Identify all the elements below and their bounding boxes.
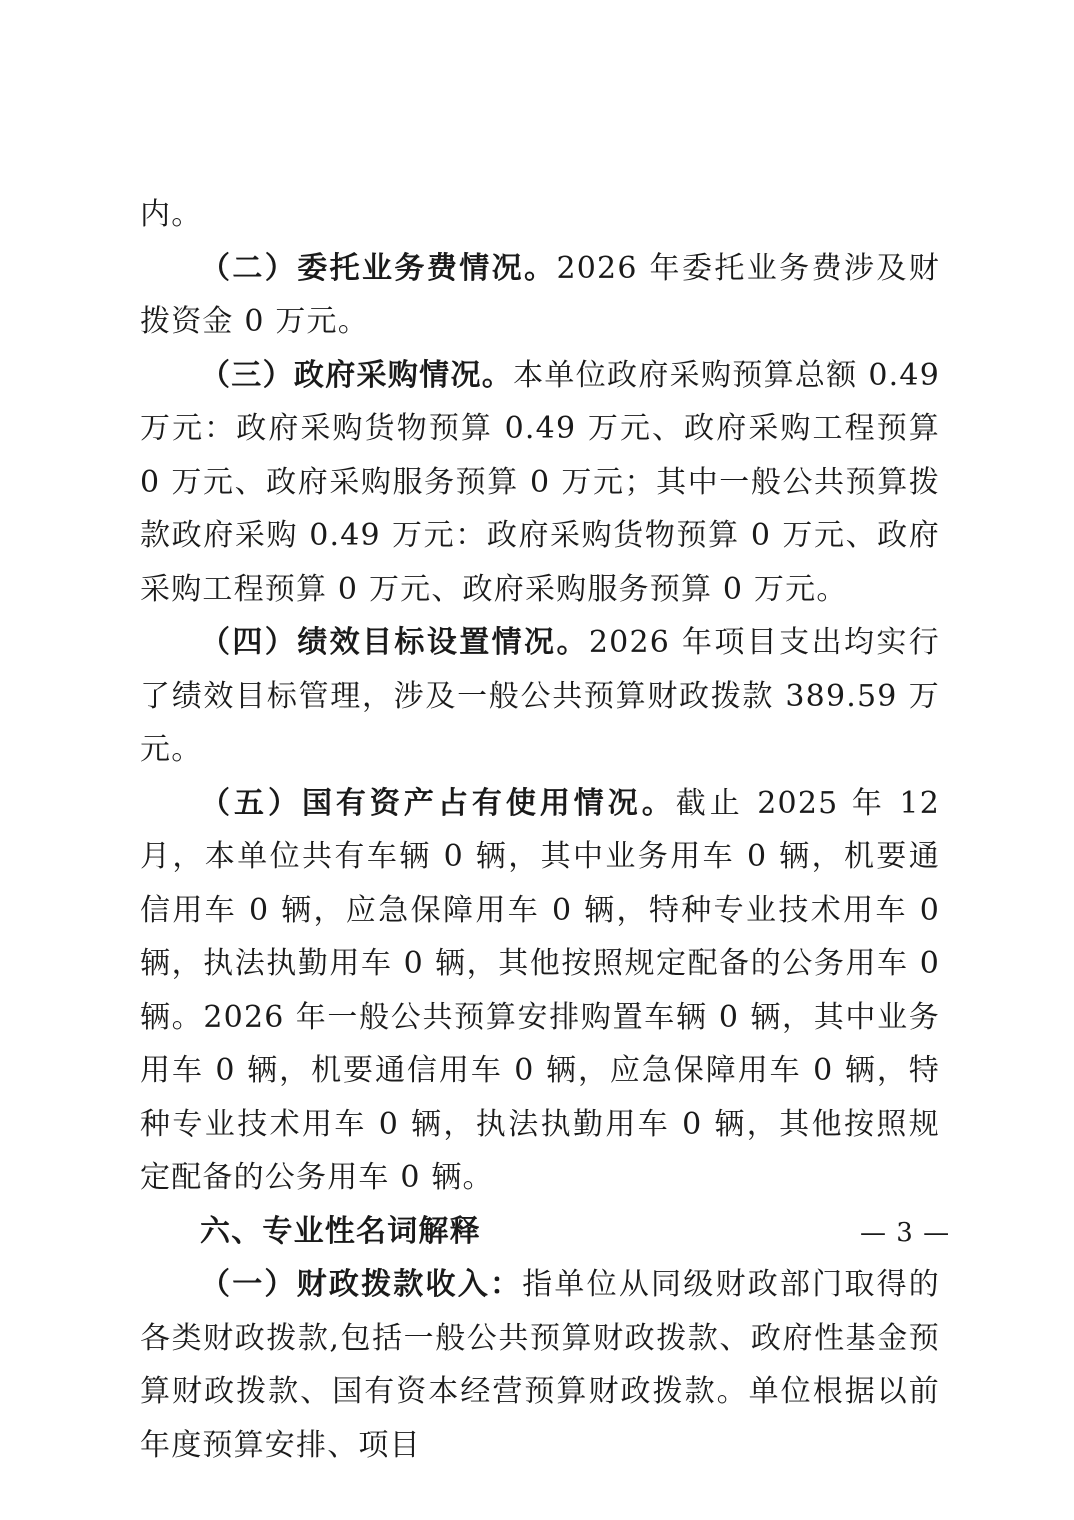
paragraph-text: 2026 年委托业务费涉及财拨资金 0 万元。 (140, 250, 941, 339)
section-heading: 六、专业性名词解释 (200, 1213, 481, 1249)
paragraph-text: 内。 (140, 197, 203, 232)
paragraph-text: 截止 2025 年 12 月，本单位共有车辆 0 辆，其中业务用车 0 辆，机要通信用车 0 辆，应急保障用车 0 辆，特种专业技术用车 0 辆，执法执勤用车 0 辆，其他按照规定配备的公务用车 0 辆。2026 年一般公共预算安排购置车辆 0 辆，其中业务用车 0 辆，机要通信用车 0 辆，应急保障用车 0 辆，特种专业技术用车 0 辆，执法执勤用车 0 辆，其他按照规定配备的公务用车 0 辆。 (140, 785, 940, 1195)
paragraph-fiscal-appropriation-income (140, 1258, 940, 1472)
paragraph-performance-goals (140, 616, 940, 777)
paragraph-text: 2026 年项目支出均实行了绩效目标管理，涉及一般公共预算财政拨款 389.59 万元。 (140, 625, 941, 767)
continued-paragraph (140, 188, 940, 242)
paragraph-entrusted-fees (140, 242, 940, 349)
document-body (140, 188, 940, 1472)
paragraph-state-assets (140, 777, 940, 1205)
paragraph-text: 指单位从同级财政部门取得的各类财政拨款,包括一般公共预算财政拨款、政府性基金预算财政拨款、国有资本经营预算财政拨款。单位根据以前年度预算安排、项目 (140, 1267, 941, 1463)
paragraph-title: （四）绩效目标设置情况。 (200, 625, 589, 660)
paragraph-title: （一）财政拨款收入： (200, 1267, 523, 1302)
paragraph-government-procurement (140, 349, 940, 617)
paragraph-title: （二）委托业务费情况。 (200, 250, 557, 286)
paragraph-title: （三）政府采购情况。 (200, 357, 514, 393)
page-number: — 3 — (860, 1218, 951, 1248)
paragraph-text: 本单位政府采购预算总额 0.49 万元：政府采购货物预算 0.49 万元、政府采购工程预算 0 万元、政府采购服务预算 0 万元；其中一般公共预算拨款政府采购 0.49 万元：政府采购货物预算 0 万元、政府采购工程预算 0 万元、政府采购服务预算 0 万元。 (140, 357, 940, 607)
paragraph-title: （五）国有资产占有使用情况。 (200, 785, 676, 821)
